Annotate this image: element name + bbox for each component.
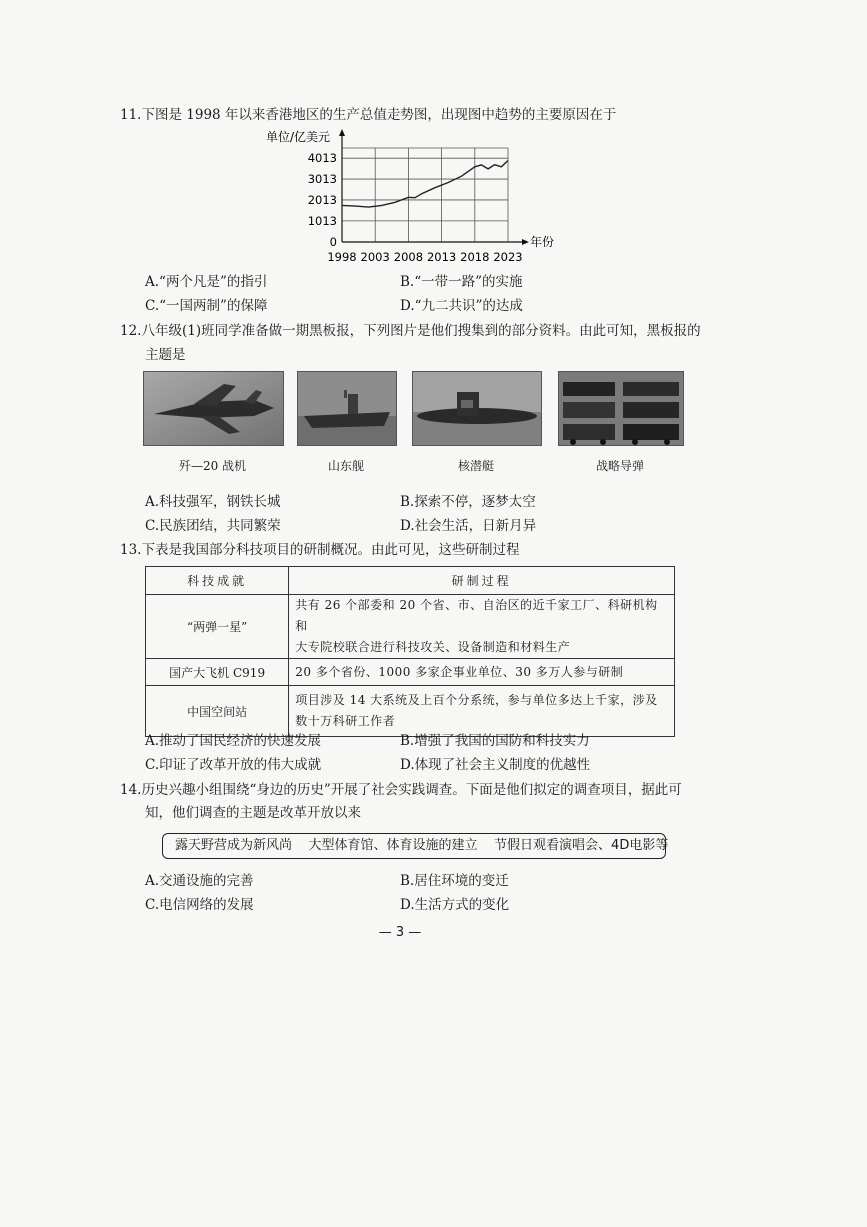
photo-j20-fighter: [143, 371, 284, 446]
q14-stem-line2: 知，他们调查的主题是改革开放以来: [145, 805, 361, 821]
table-cell-achievement: 中国空间站: [146, 686, 289, 737]
q13-option-d[interactable]: D.体现了社会主义制度的优越性: [400, 757, 591, 773]
q14-option-a[interactable]: A.交通设施的完善: [145, 873, 254, 889]
q14-option-c[interactable]: C.电信网络的发展: [145, 897, 254, 913]
chart-y-ticks: [308, 151, 337, 249]
q12-option-b[interactable]: B.探索不停，逐梦太空: [400, 494, 536, 510]
q12-stem-line2: 主题是: [145, 347, 186, 363]
photo-caption-submarine: 核潜艇: [457, 459, 494, 473]
table-cell-process: [289, 659, 675, 686]
table-cell-process: [289, 686, 675, 737]
chart-x-axis-label: 年份: [530, 235, 555, 249]
page-number: — 3 —: [378, 925, 422, 940]
chart-x-axis-arrow: [522, 239, 529, 245]
q12-option-c[interactable]: C.民族团结，共同繁荣: [145, 518, 281, 534]
q14-option-b[interactable]: B.居住环境的变迁: [400, 873, 509, 889]
process-line: 共有 26 个部委和 20 个省、市、自治区的近千家工厂、科研机构和: [295, 598, 658, 633]
chart-x-tick-label: 2013: [426, 250, 457, 264]
table-row: [146, 659, 675, 686]
survey-items-box: 露天野营成为新风尚 大型体育馆、体育设施的建立 节假日观看演唱会、4D电影等: [162, 833, 666, 859]
chart-y-tick-label: 0: [329, 235, 337, 249]
photo-nuclear-submarine: [412, 371, 542, 446]
missile-vehicles-image: [559, 372, 683, 445]
process-line: 20 多个省份、1000 多家企事业单位、30 多万人参与研制: [295, 664, 624, 679]
chart-x-tick-label: 2018: [460, 250, 490, 264]
chart-y-tick-label: 1013: [307, 213, 337, 228]
chart-y-tick-label: 2013: [307, 192, 337, 207]
q14-stem-line1: 14.历史兴趣小组围绕“身边的历史”开展了社会实践调查。下面是他们拟定的调查项目，据此可: [120, 782, 682, 798]
table-row: [146, 595, 675, 659]
chart-x-ticks: [327, 250, 522, 264]
q11-option-c[interactable]: C.“一国两制”的保障: [145, 298, 268, 314]
q11-stem: 11.下图是 1998 年以来香港地区的生产总值走势图，出现图中趋势的主要原因在于: [120, 107, 617, 123]
chart-y-tick-label: 3013: [307, 172, 337, 187]
fighter-jet-image: [144, 372, 283, 445]
q11-option-b[interactable]: B.“一带一路”的实施: [400, 274, 523, 290]
table-row: [146, 686, 675, 737]
submarine-image: [413, 372, 541, 445]
chart-x-tick-label: 1998: [327, 250, 357, 264]
chart-x-tick-label: 2008: [393, 250, 424, 264]
q13-option-c[interactable]: C.印证了改革开放的伟大成就: [145, 757, 322, 773]
chart-y-axis-arrow: [339, 129, 345, 136]
q12-stem-line1: 12.八年级(1)班同学准备做一期黑板报，下列图片是他们搜集到的部分资料。由此可知，黑板报的: [120, 323, 701, 339]
process-line: 项目涉及 14 大系统及上百个分系统，参与单位多达上千家，涉及: [295, 693, 658, 707]
chart-grid: [342, 148, 508, 242]
process-line: 数十万科研工作者: [295, 714, 396, 728]
q11-option-d[interactable]: D.“九二共识”的达成: [400, 298, 523, 314]
table-header-process: 研制过程: [289, 567, 675, 595]
table-cell-achievement: “两弹一星”: [146, 595, 289, 659]
q11-option-a[interactable]: A.“两个凡是”的指引: [145, 274, 268, 290]
q13-stem: 13.下表是我国部分科技项目的研制概况。由此可见，这些研制过程: [120, 542, 520, 558]
table-cell-achievement: 国产大飞机 C919: [146, 659, 289, 686]
table-cell-process: [289, 595, 675, 659]
photo-shandong-carrier: [297, 371, 397, 446]
photo-strategic-missile: [558, 371, 684, 446]
photo-caption-missile: 战略导弹: [595, 459, 644, 473]
tech-projects-table: [145, 566, 675, 737]
chart-y-tick-label: 4013: [307, 151, 337, 166]
chart-axes: [339, 129, 529, 245]
process-line: 大专院校联合进行科技攻关、设备制造和材料生产: [295, 640, 571, 654]
q14-option-d[interactable]: D.生活方式的变化: [400, 897, 510, 913]
q13-option-b[interactable]: B.增强了我国的国防和科技实力: [400, 733, 590, 749]
table-header-achievement: 科技成就: [146, 567, 289, 595]
photo-caption-shandong: 山东舰: [327, 459, 364, 473]
q12-option-a[interactable]: A.科技强军，钢铁长城: [145, 494, 281, 510]
table-header-row: [146, 567, 675, 595]
q13-option-a[interactable]: A.推动了国民经济的快速发展: [145, 733, 322, 749]
chart-x-tick-label: 2023: [493, 250, 523, 264]
photo-caption-j20: 歼—20 战机: [178, 459, 247, 473]
chart-y-axis-label: 单位/亿美元: [266, 130, 331, 144]
chart-x-tick-label: 2003: [360, 250, 390, 264]
aircraft-carrier-image: [298, 372, 396, 445]
q12-option-d[interactable]: D.社会生活，日新月异: [400, 518, 537, 534]
gdp-line-chart: [260, 126, 580, 266]
